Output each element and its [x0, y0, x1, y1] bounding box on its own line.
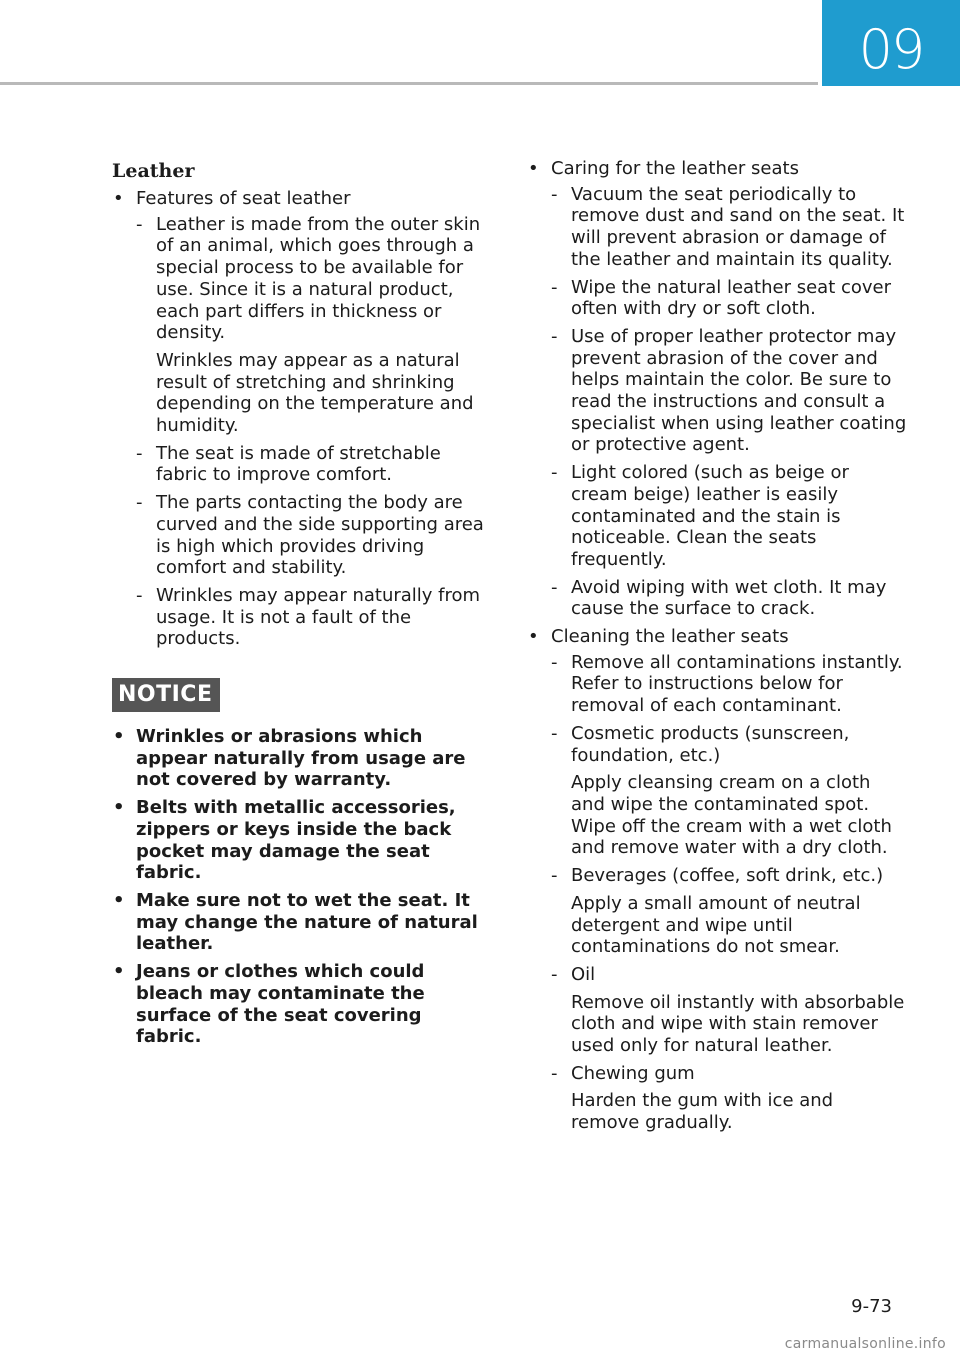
dash-item	[136, 492, 484, 579]
dash-text: - Light colored (such as beige or cream beige) leather is easily contaminated and the stain is noticeable. Clean the seats frequently.	[571, 462, 849, 570]
dash-text: - The parts contacting the body are curved and the side supporting area is high which provides driving comfort and stability.	[156, 492, 484, 579]
notice-item: • Belts with metallic accessories, zippers or keys inside the back pocket may damage the seat fabric.	[112, 797, 484, 884]
dash-text: - Avoid wiping with wet cloth. It may cause the surface to crack.	[571, 576, 887, 620]
dash-text: - Remove all contaminations instantly. Refer to instructions below for removal of each contaminant.	[571, 651, 903, 717]
features-list	[112, 188, 484, 650]
bullet-title: Caring for the leather seats	[551, 158, 799, 179]
dash-item	[551, 865, 907, 958]
dash-text: - Oil	[571, 963, 596, 985]
dash-text: - Wipe the natural leather seat cover often with dry or soft cloth.	[571, 276, 892, 320]
dash-text: Harden the gum with ice and remove gradually.	[571, 1090, 834, 1134]
dash-text: Apply cleansing cream on a cloth and wipe the contaminated spot. Wipe off the cream with a wet cloth and remove water with a dry cloth.	[571, 772, 892, 859]
cleaning-sublist	[551, 652, 907, 1134]
notice-item: • Jeans or clothes which could bleach may contaminate the surface of the seat covering fabric.	[112, 961, 484, 1048]
dash-text: Apply a small amount of neutral detergent and wipe until contaminations do not smear.	[571, 892, 861, 958]
dash-text: - Chewing gum	[571, 1062, 695, 1084]
dash-item	[551, 462, 907, 571]
dash-item	[551, 723, 907, 859]
dash-text: - Vacuum the seat periodically to remove dust and sand on the seat. It will prevent abrasion or damage of the leather and maintain its quality.	[571, 183, 905, 270]
page-number: 9-73	[851, 1296, 892, 1317]
notice-badge: NOTICE	[112, 678, 220, 712]
care-list	[527, 158, 907, 1134]
dash-text: - Leather is made from the outer skin of an animal, which goes through a special process to be available for use. Since it is a natural product, each part differs in thickness or density.	[156, 213, 481, 344]
dash-text: Remove oil instantly with absorbable cloth and wipe with stain remover used only for natural leather.	[571, 991, 905, 1057]
bullet-title: Cleaning the leather seats	[551, 626, 789, 648]
watermark: carmanualsonline.info	[784, 1336, 946, 1352]
notice-item: • Wrinkles or abrasions which appear naturally from usage are not covered by warranty.	[112, 726, 484, 791]
dash-text: - Beverages (coffee, soft drink, etc.)	[571, 865, 884, 887]
chapter-tab: 09	[822, 0, 960, 86]
bullet-title: Features of seat leather	[136, 188, 351, 209]
dash-text: Wrinkles may appear as a natural result of stretching and shrinking depending on the temperature and humidity.	[156, 349, 474, 437]
header-rule	[0, 82, 818, 85]
dash-item	[551, 277, 907, 320]
dash-item	[551, 1063, 907, 1134]
dash-text: - Use of proper leather protector may prevent abrasion of the cover and helps maintain the color. Be sure to read the instructions and consult a specialist when using leather coating or protective agent.	[571, 325, 907, 456]
notice-list	[112, 726, 484, 1048]
dash-item	[551, 964, 907, 1057]
caring-sublist	[551, 184, 907, 620]
features-sublist	[136, 214, 484, 650]
dash-item	[136, 585, 484, 650]
section-heading-leather: Leather	[112, 160, 195, 182]
bullet-caring-for-leather-seats	[527, 158, 907, 620]
left-column	[112, 158, 484, 1054]
dash-item	[551, 184, 907, 271]
notice-item: • Make sure not to wet the seat. It may change the nature of natural leather.	[112, 890, 484, 955]
dash-item	[136, 214, 484, 437]
bullet-features-of-seat-leather	[112, 188, 484, 650]
right-column	[527, 158, 907, 1140]
dash-item	[551, 326, 907, 456]
dash-item	[551, 652, 907, 717]
dash-text: - Wrinkles may appear naturally from usage. It is not a fault of the products.	[156, 584, 481, 650]
dash-text: - The seat is made of stretchable fabric to improve comfort.	[156, 442, 441, 486]
dash-text: - Cosmetic products (sunscreen, foundation, etc.)	[571, 722, 850, 766]
dash-item	[551, 577, 907, 620]
bullet-cleaning-leather-seats	[527, 626, 907, 1134]
dash-item	[136, 443, 484, 486]
